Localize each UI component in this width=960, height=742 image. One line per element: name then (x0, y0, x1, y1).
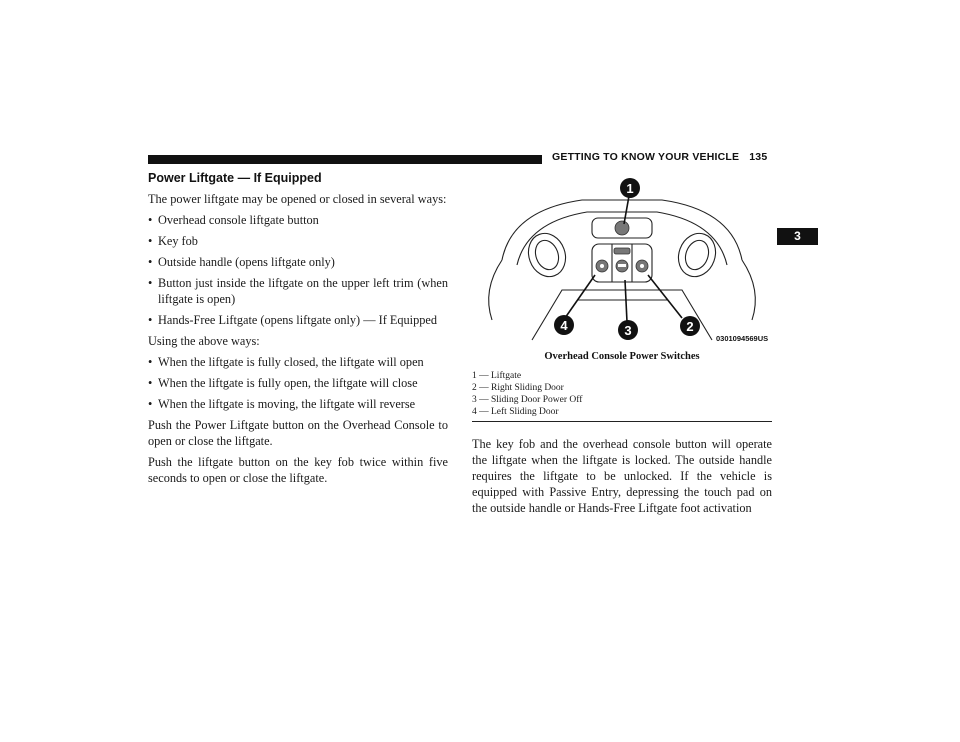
callout-1-label: 1 (626, 181, 634, 196)
callout-2 (680, 316, 700, 336)
legend-item: 4 — Left Sliding Door (472, 407, 559, 417)
list-item: • Button just inside the liftgate on the upper left trim (when liftgate is open) (148, 275, 448, 307)
legend-item: 2 — Right Sliding Door (472, 383, 564, 393)
header-section-title: GETTING TO KNOW YOUR VEHICLE (552, 151, 740, 163)
callout-4 (554, 315, 574, 335)
callout-1 (620, 178, 640, 198)
overhead-console-illustration (472, 170, 772, 350)
list-item: • When the liftgate is moving, the liftgate will reverse (148, 396, 448, 412)
callout-3 (618, 320, 638, 340)
chapter-tab: 3 (777, 228, 818, 245)
section-title: Power Liftgate — If Equipped (148, 171, 322, 185)
legend-item: 3 — Sliding Door Power Off (472, 395, 583, 405)
list-item: • Hands-Free Liftgate (opens liftgate only) — If Equipped (148, 312, 448, 328)
paragraph-console: Push the Power Liftgate button on the Overhead Console to open or close the liftgate. (148, 418, 448, 448)
behaviors-list (148, 354, 448, 412)
overhead-console-figure (472, 170, 772, 350)
intro-paragraph: The power liftgate may be opened or closed in several ways: (148, 192, 447, 206)
callout-3-label: 3 (624, 323, 632, 338)
page-number: 135 (749, 151, 768, 163)
paragraph-operation: The key fob and the overhead console button will operate the liftgate when the liftgate is locked. The outside handle requires the liftgate to be unlocked. If the vehicle is equipped with Passive Entry, depressing the touch pad on the outside handle or Hands-Free Liftgate foot activation (472, 437, 772, 515)
list-item: • When the liftgate is fully open, the liftgate will close (148, 375, 448, 391)
list-item: • When the liftgate is fully closed, the liftgate will open (148, 354, 448, 370)
list-item: • Overhead console liftgate button (148, 212, 448, 228)
header-bar (148, 155, 542, 164)
left-column (148, 171, 448, 491)
paragraph-keyfob: Push the liftgate button on the key fob twice within five seconds to open or close the liftgate. (148, 455, 448, 485)
callout-2-label: 2 (686, 319, 694, 334)
figure-caption: Overhead Console Power Switches (544, 351, 700, 362)
ways-list (148, 212, 448, 328)
using-intro: Using the above ways: (148, 334, 260, 348)
figure-legend (472, 370, 772, 418)
running-header (552, 151, 767, 163)
legend-divider (472, 421, 772, 422)
list-item: • Outside handle (opens liftgate only) (148, 254, 448, 270)
list-item: • Key fob (148, 233, 448, 249)
callout-4-label: 4 (560, 318, 568, 333)
legend-item: 1 — Liftgate (472, 371, 522, 381)
right-column (472, 436, 772, 521)
figure-code: 0301094569US (716, 334, 769, 343)
